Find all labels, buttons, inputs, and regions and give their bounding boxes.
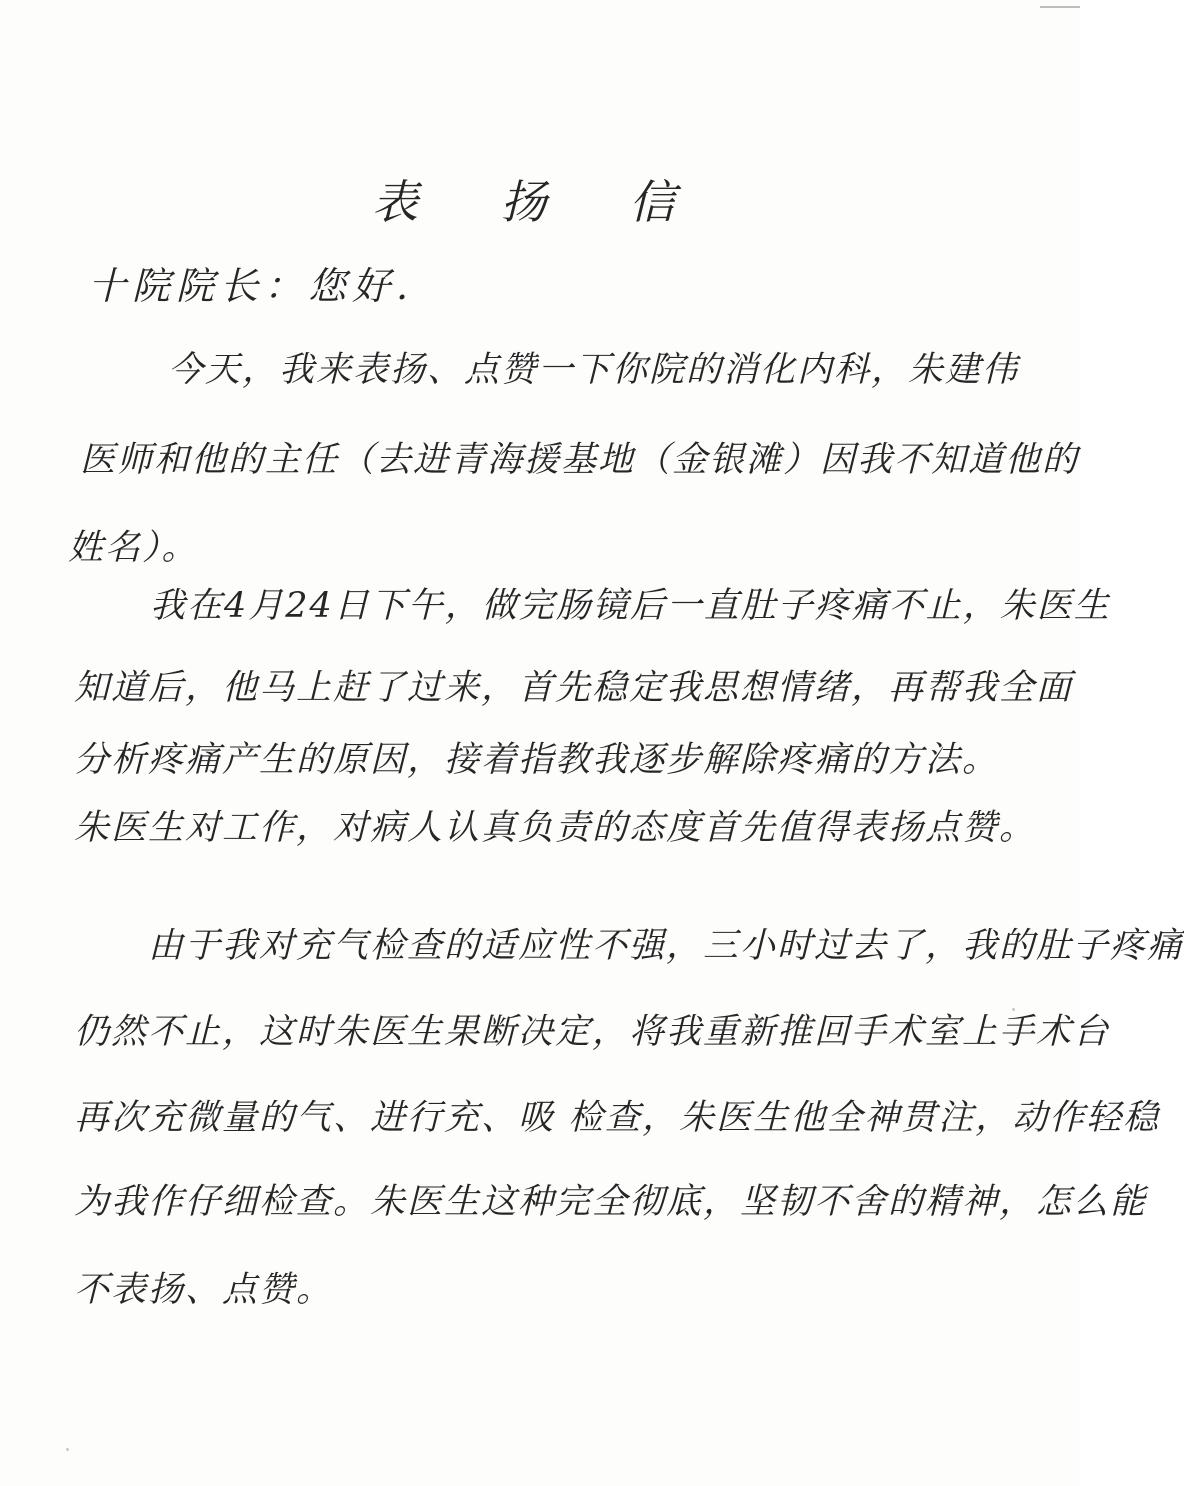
- scan-speck: [66, 1448, 69, 1451]
- letter-line: 由于我对充气检查的适应性不强，三小时过去了，我的肚子疼痛: [148, 926, 1184, 966]
- letter-line: 知道后，他马上赶了过来，首先稳定我思想情绪，再帮我全面: [74, 668, 1074, 708]
- letter-line: 医师和他的主任（去进青海援基地（金银滩）因我不知道他的: [80, 440, 1080, 480]
- letter-line: 为我作仔细检查。朱医生这种完全彻底，坚韧不舍的精神，怎么能: [74, 1182, 1148, 1222]
- letter-line: 再次充微量的气、进行充、吸 检查，朱医生他全神贯注，动作轻稳: [74, 1098, 1161, 1138]
- letter-line: 我在4月24日下午，做完肠镜后一直肚子疼痛不止，朱医生: [150, 586, 1111, 626]
- scan-edge-mark: [1040, 6, 1080, 8]
- letter-line: 不表扬、点赞。: [74, 1270, 334, 1310]
- letter-line: 姓名）。: [68, 528, 199, 568]
- letter-title: 表 扬 信: [372, 175, 710, 229]
- letter-line: 仍然不止，这时朱医生果断决定，将我重新推回手术室上手术台: [74, 1012, 1111, 1052]
- letter-line: 朱医生对工作，对病人认真负责的态度首先值得表扬点赞。: [74, 808, 1037, 848]
- letter-line: 今天，我来表扬、点赞一下你院的消化内科，朱建伟: [168, 350, 1020, 390]
- letter-salutation: 十院院长：您好.: [88, 264, 415, 308]
- letter-line: 分析疼痛产生的原因，接着指教我逐步解除疼痛的方法。: [74, 740, 1000, 780]
